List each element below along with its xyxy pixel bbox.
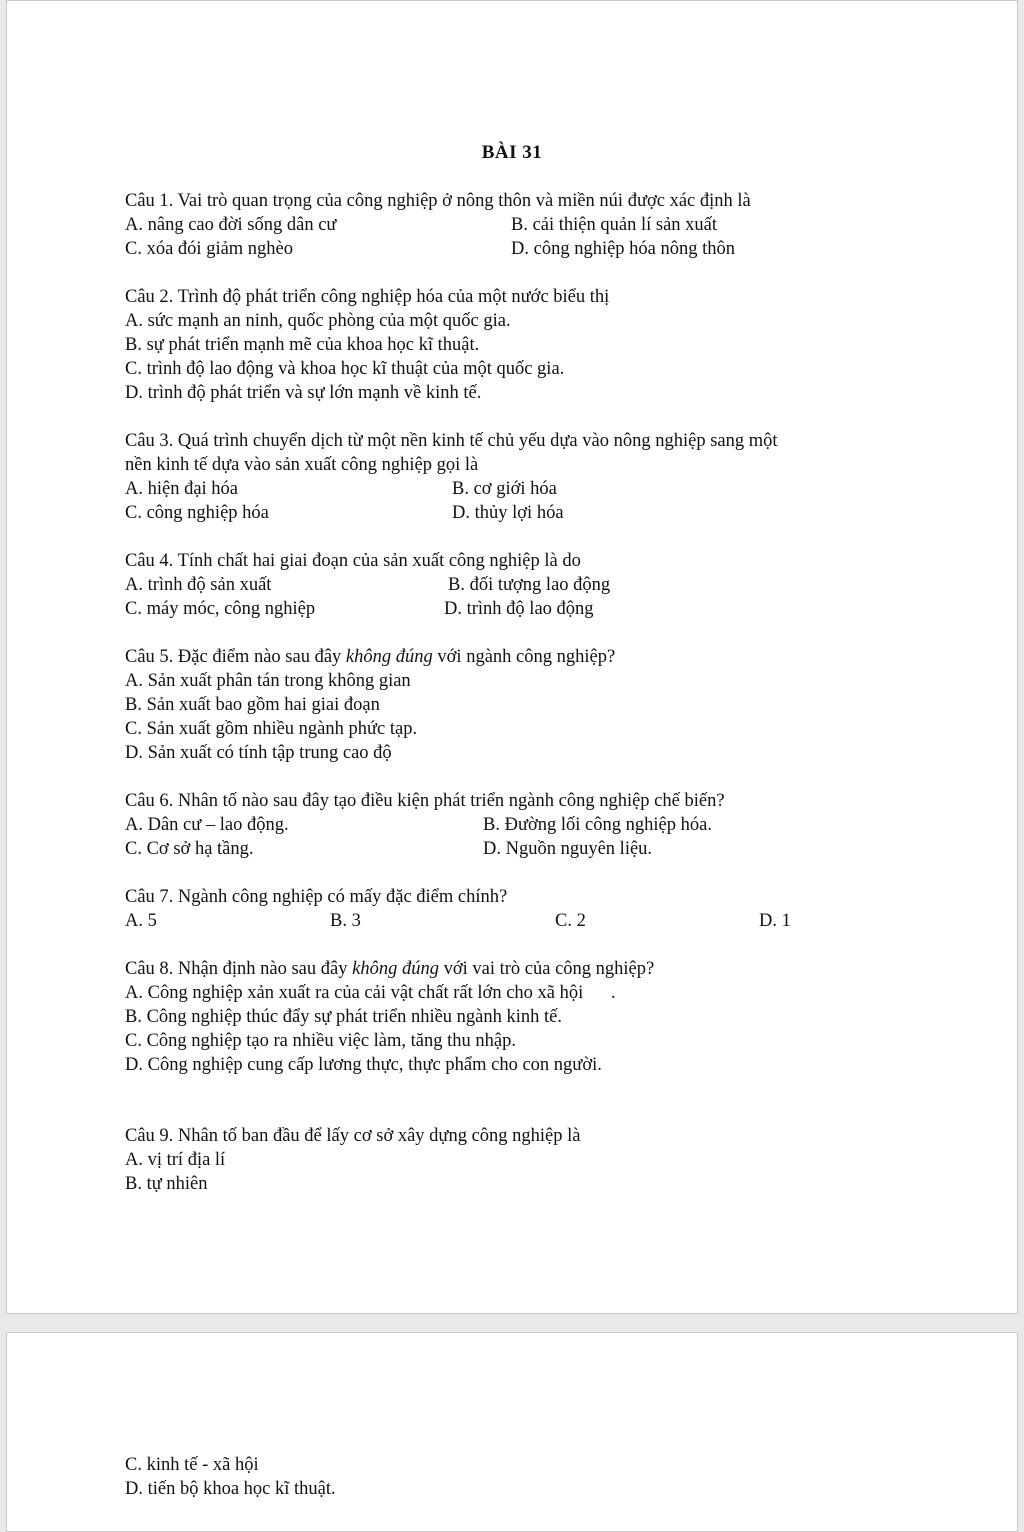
page-1 — [6, 0, 1018, 1314]
option-d: D. trình độ lao động — [444, 599, 594, 619]
option-a: A. vị trí địa lí — [125, 1150, 226, 1170]
stem-pre: Câu 8. Nhận định nào sau đây — [125, 959, 353, 979]
option-d: D. trình độ phát triển và sự lớn mạnh về kinh tế. — [125, 383, 482, 403]
option-b: B. Công nghiệp thúc đẩy sự phát triển nhiều ngành kinh tế. — [125, 1007, 562, 1027]
option-b: B. 3 — [330, 911, 361, 931]
question-stem-line-1: Câu 3. Quá trình chuyển dịch từ một nền kinh tế chủ yếu dựa vào nông nghiệp sang một — [125, 431, 778, 451]
question-stem — [125, 957, 905, 981]
option-a: A. Dân cư – lao động. — [125, 815, 289, 835]
option-a: A. sức mạnh an ninh, quốc phòng của một quốc gia. — [125, 311, 511, 331]
option-b: B. cải thiện quản lí sản xuất — [511, 215, 718, 235]
stem-emphasis: không đúng — [352, 959, 439, 979]
stem-pre: Câu 5. Đặc điểm nào sau đây — [125, 647, 346, 667]
option-c: C. Sản xuất gồm nhiều ngành phức tạp. — [125, 719, 418, 739]
option-b: B. sự phát triển mạnh mẽ của khoa học kĩ thuật. — [125, 335, 480, 355]
question-stem-line-2: nền kinh tế dựa vào sản xuất công nghiệp gọi là — [125, 455, 479, 475]
option-b: B. cơ giới hóa — [452, 479, 557, 499]
question-3 — [125, 429, 905, 525]
question-stem: Câu 6. Nhân tố nào sau đây tạo điều kiện phát triển ngành công nghiệp chế biến? — [125, 791, 725, 811]
question-9 — [125, 1124, 905, 1196]
option-a: A. hiện đại hóa — [125, 479, 239, 499]
option-a: A. 5 — [125, 911, 157, 931]
option-a: A. nâng cao đời sống dân cư — [125, 215, 337, 235]
question-4 — [125, 549, 905, 621]
option-c: C. Công nghiệp tạo ra nhiều việc làm, tăng thu nhập. — [125, 1031, 516, 1051]
option-c: C. Cơ sở hạ tầng. — [125, 839, 254, 859]
option-a: A. Sản xuất phân tán trong không gian — [125, 671, 411, 691]
question-6 — [125, 789, 905, 861]
option-d: D. công nghiệp hóa nông thôn — [511, 239, 736, 259]
question-stem: Câu 9. Nhân tố ban đầu để lấy cơ sở xây dựng công nghiệp là — [125, 1126, 581, 1146]
option-b: B. Đường lối công nghiệp hóa. — [483, 815, 712, 835]
question-9-continued — [125, 1453, 905, 1501]
option-d: D. Công nghiệp cung cấp lương thực, thực phẩm cho con người. — [125, 1055, 602, 1075]
option-c: C. xóa đói giảm nghèo — [125, 239, 294, 259]
option-a: A. trình độ sản xuất — [125, 575, 272, 595]
question-stem: Câu 2. Trình độ phát triển công nghiệp hóa của một nước biểu thị — [125, 287, 610, 307]
question-stem — [125, 645, 905, 669]
option-c: C. 2 — [555, 911, 586, 931]
option-b: B. Sản xuất bao gồm hai giai đoạn — [125, 695, 380, 715]
option-d: D. tiến bộ khoa học kĩ thuật. — [125, 1479, 336, 1499]
stem-emphasis: không đúng — [345, 647, 433, 667]
option-c: C. trình độ lao động và khoa học kĩ thuật của một quốc gia. — [125, 359, 565, 379]
stem-post: với vai trò của công nghiệp? — [438, 959, 655, 979]
option-c: C. kinh tế - xã hội — [125, 1455, 259, 1475]
option-a: A. Công nghiệp xản xuất ra của cải vật chất rất lớn cho xã hội . — [125, 983, 616, 1003]
option-d: D. 1 — [759, 911, 791, 931]
question-stem: Câu 7. Ngành công nghiệp có mấy đặc điểm chính? — [125, 887, 508, 907]
option-c: C. công nghiệp hóa — [125, 503, 269, 523]
question-5 — [125, 645, 905, 765]
option-c: C. máy móc, công nghiệp — [125, 599, 316, 619]
option-b: B. tự nhiên — [125, 1174, 208, 1194]
question-2 — [125, 285, 905, 405]
question-8 — [125, 957, 905, 1077]
question-stem: Câu 1. Vai trò quan trọng của công nghiệp ở nông thôn và miền núi được xác định là — [125, 191, 751, 211]
option-d: D. Nguồn nguyên liệu. — [483, 839, 653, 859]
option-d: D. thủy lợi hóa — [452, 503, 564, 523]
question-1 — [125, 189, 905, 261]
page-title: BÀI 31 — [481, 142, 543, 163]
stem-post: với ngành công nghiệp? — [432, 647, 616, 667]
question-7 — [125, 885, 905, 933]
page-2 — [6, 1332, 1018, 1532]
option-d: D. Sản xuất có tính tập trung cao độ — [125, 743, 392, 763]
question-stem: Câu 4. Tính chất hai giai đoạn của sản xuất công nghiệp là do — [125, 551, 581, 571]
option-b: B. đối tượng lao động — [448, 575, 611, 595]
